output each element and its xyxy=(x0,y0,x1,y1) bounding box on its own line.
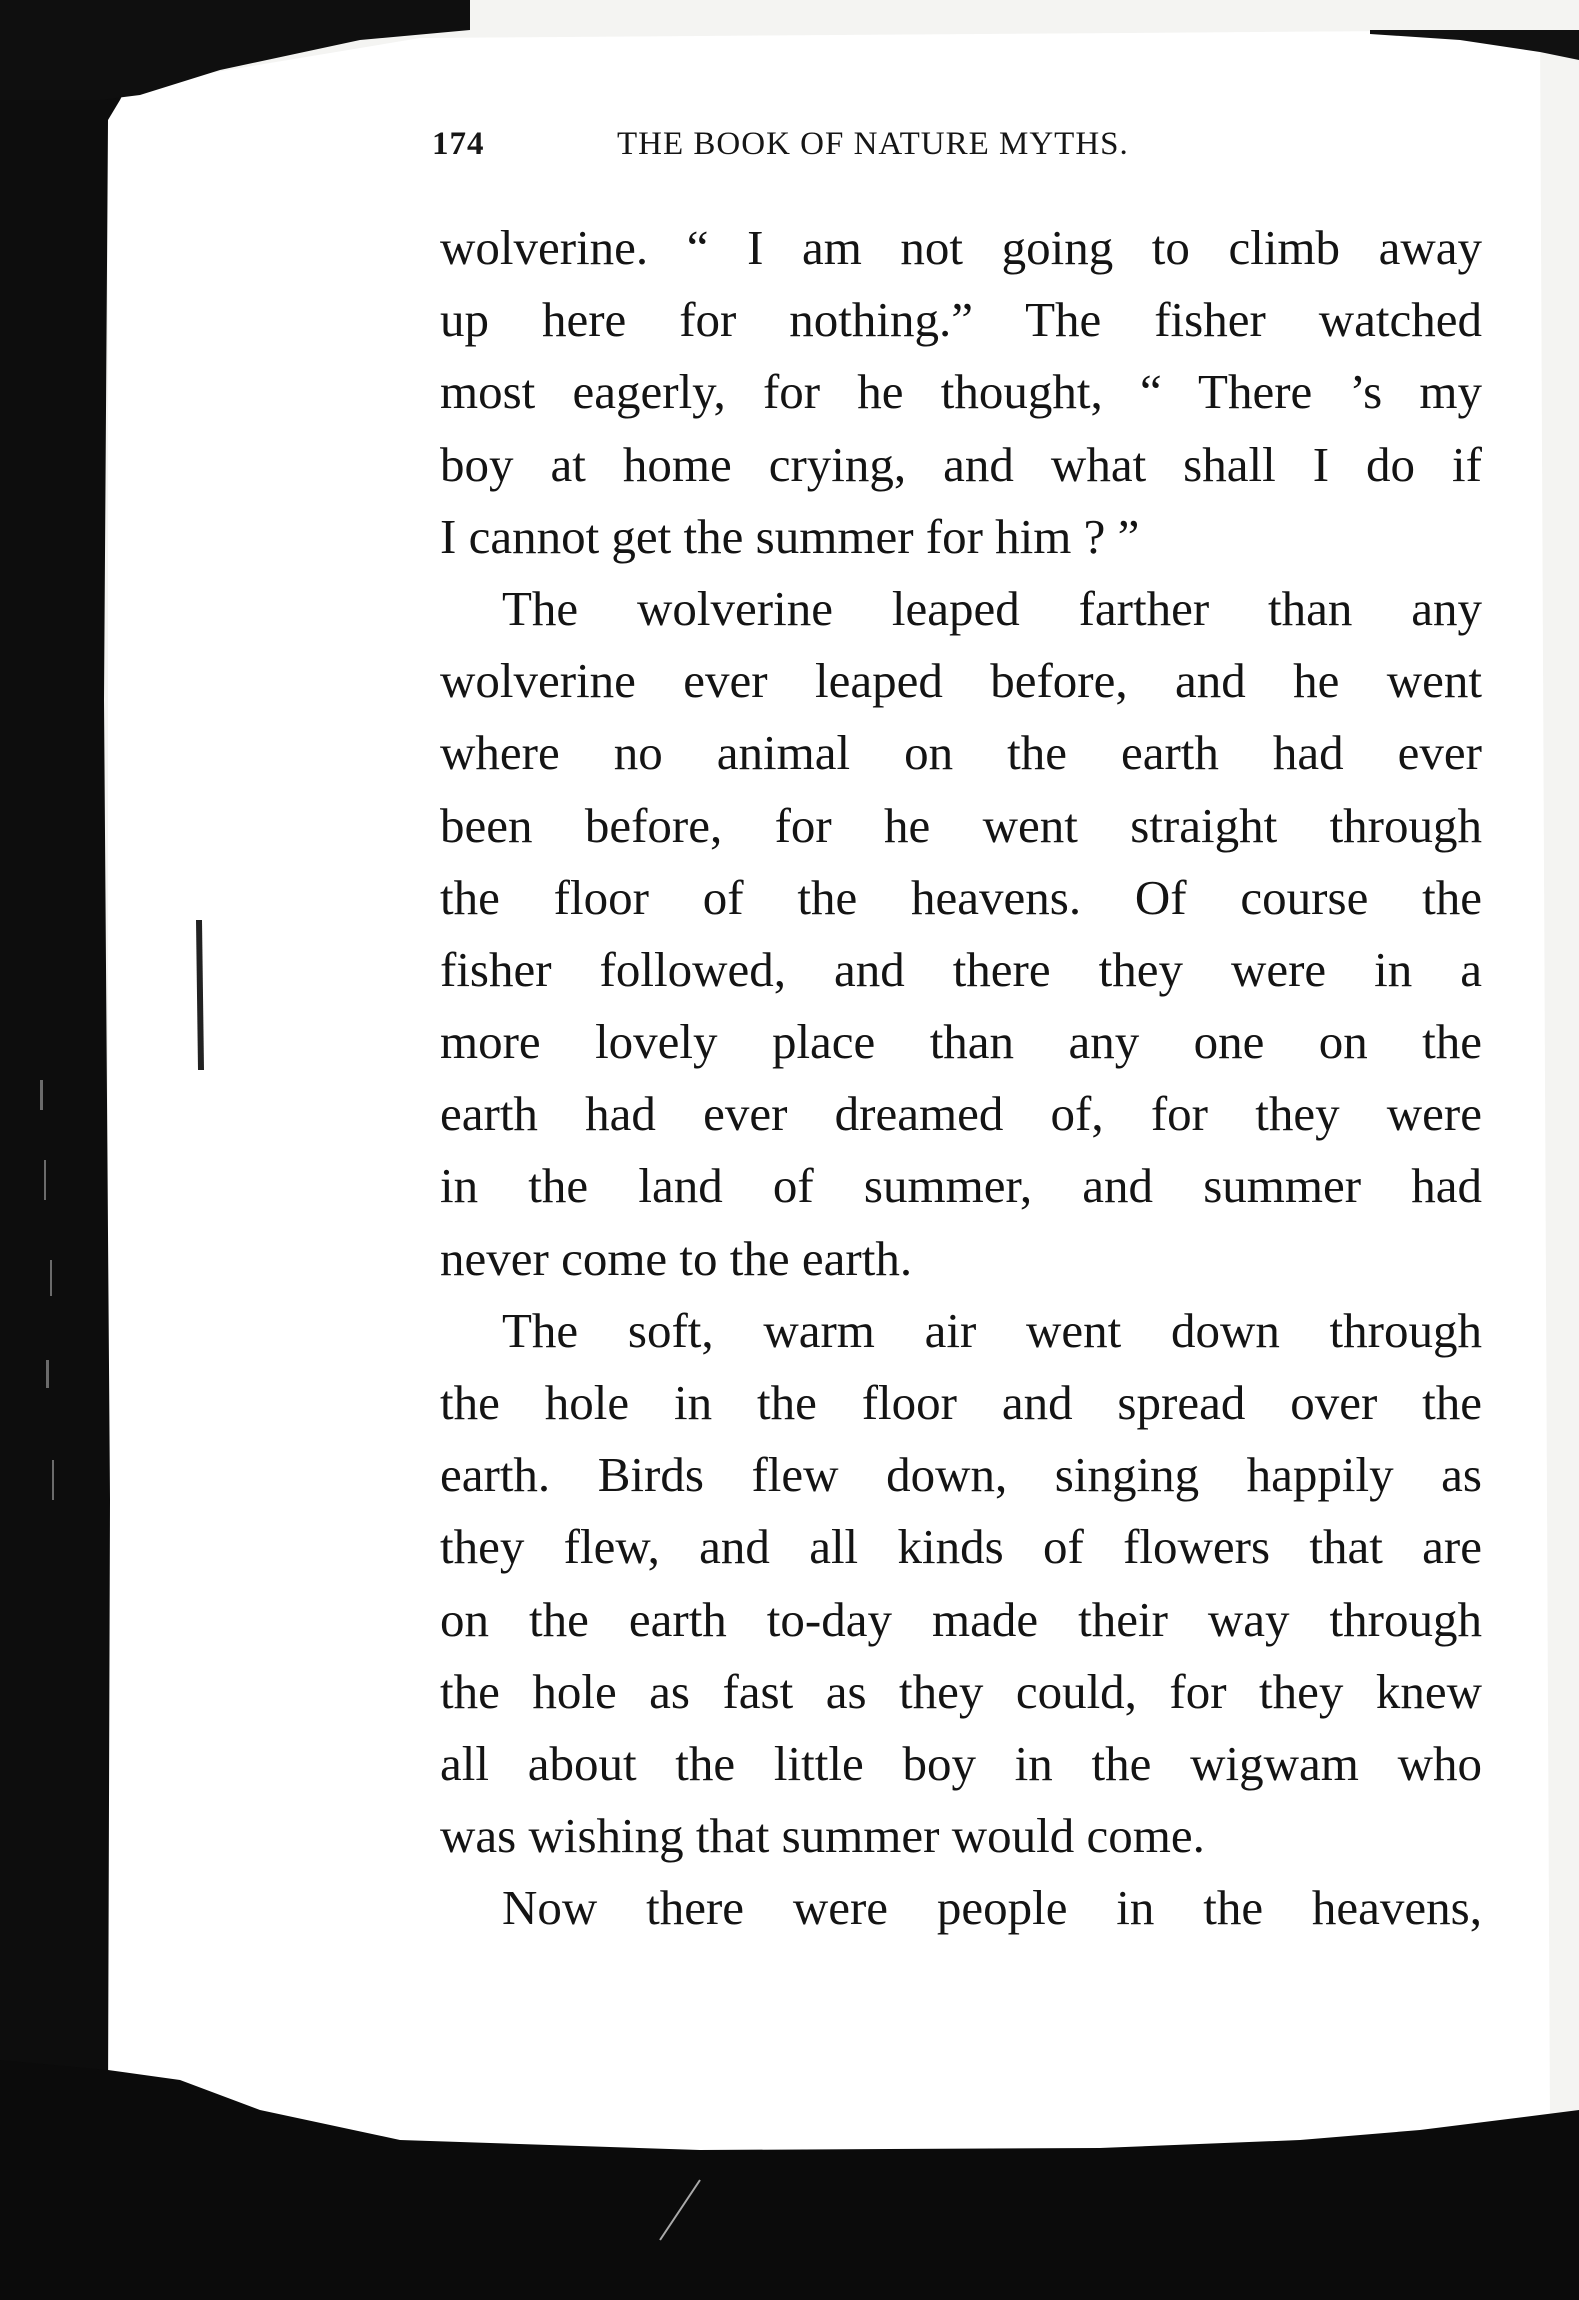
text-line: wolverine. “ I am not going to climb away xyxy=(440,220,1482,275)
text-line: most eagerly, for he thought, “ There ’s my xyxy=(440,364,1482,420)
text-line: they flew, and all kinds of flowers that are xyxy=(440,1519,1482,1575)
running-head xyxy=(432,126,1352,170)
text-line: earth. Birds flew down, singing happily as xyxy=(440,1447,1482,1503)
text-line: I cannot get the summer for him ? ” xyxy=(440,508,1140,564)
running-title: THE BOOK OF NATURE MYTHS. xyxy=(617,126,1129,162)
text-line: on the earth to-day made their way through xyxy=(440,1591,1482,1647)
text-line: Now there were people in the heavens, xyxy=(502,1880,1482,1936)
text-line: where no animal on the earth had ever xyxy=(440,725,1482,781)
text-line: the hole as fast as they could, for they knew xyxy=(440,1663,1482,1719)
text-line: all about the little boy in the wigwam who xyxy=(440,1735,1482,1791)
text-line: in the land of summer, and summer had xyxy=(440,1158,1482,1214)
page-number: 174 xyxy=(432,126,485,162)
text-line: been before, for he went straight through xyxy=(440,797,1482,853)
text-line: The wolverine leaped farther than any xyxy=(502,580,1482,636)
text-line: fisher followed, and there they were in a xyxy=(440,941,1482,997)
text-line: the hole in the floor and spread over the xyxy=(440,1375,1482,1430)
text-line: was wishing that summer would come. xyxy=(440,1808,1205,1864)
text-line: boy at home crying, and what shall I do if xyxy=(440,436,1482,492)
body-text xyxy=(440,212,1482,1945)
text-line: wolverine ever leaped before, and he went xyxy=(440,653,1482,709)
text-line: up here for nothing.” The fisher watched xyxy=(440,292,1482,348)
text-line: The soft, warm air went down through xyxy=(502,1302,1482,1358)
text-line: the floor of the heavens. Of course the xyxy=(440,869,1482,925)
text-line: more lovely place than any one on the xyxy=(440,1014,1482,1070)
text-line: never come to the earth. xyxy=(440,1230,913,1286)
text-line: earth had ever dreamed of, for they were xyxy=(440,1086,1482,1142)
